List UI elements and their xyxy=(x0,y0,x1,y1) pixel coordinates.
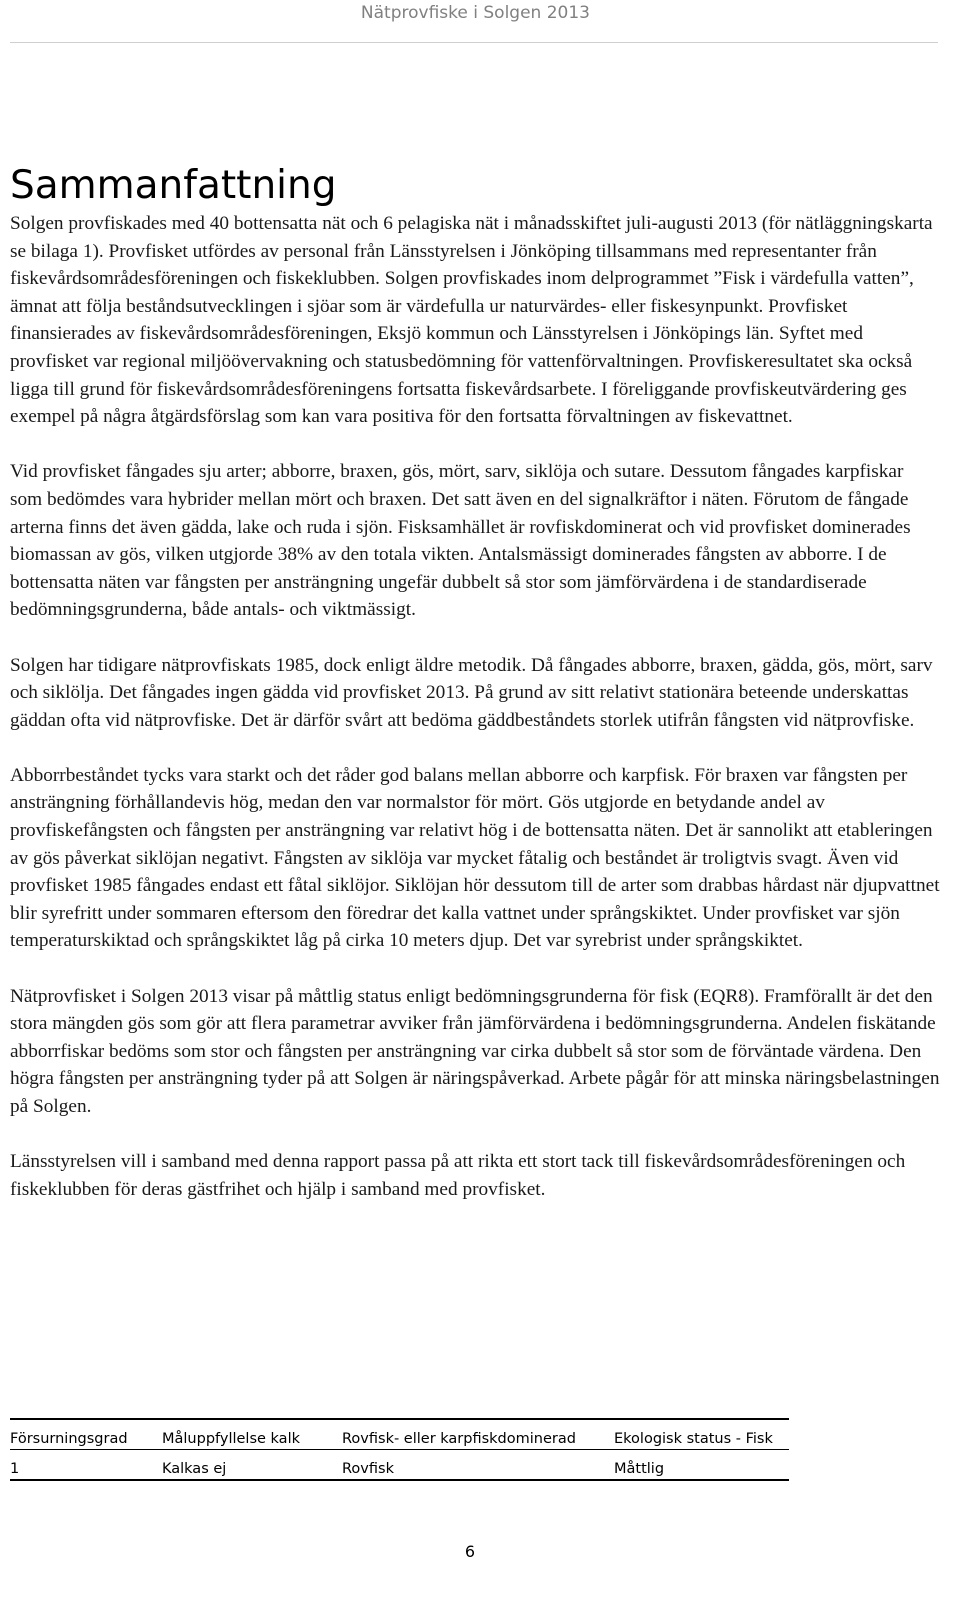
paragraph-species: Vid provfisket fångades sju arter; abborre, braxen, gös, mört, sarv, siklöja och sutare. Dessutom fångades karpfiskar som bedömdes vara hybrider mellan mört och braxen. Det satt även en del signalkräftor i näten. Förutom de fångade arterna finns det även gädda, lake och ruda i sjön. Fisksamhället är rovfiskdominerat och vid provfisket dominerades biomassan av gös, vilken utgjorde 38% av den totala vikten. Antalsmässigt dominerades fångsten av abborre. I de bottensatta näten var fångsten per ansträngning ungefär dubbelt så stor som jämförvärdena i de standardiserade bedömningsgrunderna, både antals- och viktmässigt. xyxy=(10,461,911,621)
cell-acidification: 1 xyxy=(10,1450,162,1481)
section-title: Sammanfattning xyxy=(10,163,337,208)
table-row xyxy=(10,1450,789,1481)
status-table xyxy=(10,1418,789,1481)
paragraph-history: Solgen har tidigare nätprovfiskats 1985, dock enligt äldre metodik. Då fångades abborre, braxen, gädda, gös, mört, sarv och siklölja. Det fångades ingen gädda vid provfisket 2013. På grund av sitt relativt stationära beteende underskattas gäddan ofta vid nätprovfiske. Det är därför svårt att bedöma gäddbeståndets storlek utifrån fångsten vid nätprovfiske. xyxy=(10,654,933,731)
header-cell-acidification: Försurningsgrad xyxy=(10,1419,162,1450)
header-cell-dominance: Rovfisk- eller karpfiskdominerad xyxy=(342,1419,614,1450)
cell-dominance: Rovfisk xyxy=(342,1450,614,1481)
paragraph-populations: Abborrbeståndet tycks vara starkt och det råder god balans mellan abborre och karpfisk. För braxen var fångsten per ansträngning förhållandevis hög, medan den var normalstor för mört. Gös utgjorde en betydande andel av provfiskefångsten och fångsten per ansträngning var relativt hög i de bottensatta näten. Det är sannolikt att etableringen av gös påverkat siklöjan negativt. Fångsten av siklöja var mycket fåtalig och beståndet är troligtvis svagt. Även vid provfisket 1985 fångades endast ett fåtal siklöjor. Siklöjan hör dessutom till de arter som drabbas hårdast när djupvattnet blir syrefritt under sommaren eftersom den föredrar det kalla vattnet under språngskiktet. Under provfisket var sjön temperaturskiktad och språngskiktet låg på cirka 10 meters djup. Det var syrebrist under språngskiktet. xyxy=(10,764,940,952)
header-cell-liming-goal: Måluppfyllelse kalk xyxy=(162,1419,342,1450)
cell-liming-goal: Kalkas ej xyxy=(162,1450,342,1481)
cell-ecological-status: Måttlig xyxy=(614,1450,789,1481)
summary-body xyxy=(10,210,940,1231)
header-divider xyxy=(10,42,938,43)
paragraph-acknowledgement: Länsstyrelsen vill i samband med denna rapport passa på att rikta ett stort tack till fiskevårdsområdesföreningen och fiskeklubben för deras gästfrihet och hjälp i samband med provfisket. xyxy=(10,1151,906,1200)
table-header-row xyxy=(10,1419,789,1450)
running-header: Nätprovfiske i Solgen 2013 xyxy=(360,3,590,23)
paragraph-status: Nätprovfisket i Solgen 2013 visar på måttlig status enligt bedömningsgrunderna för fisk (EQR8). Framförallt är det den stora mängden gös som gör att flera parametrar avviker från jämförvärdena i bedömningsgrunderna. Andelen fiskätande abborrfiskar bedöms som stor och fångsten per ansträngning var cirka dubbelt så stor som de förväntade värdena. Den högra fångsten per ansträngning tyder på att Solgen är näringspåverkad. Arbete pågår för att minska näringsbelastningen på Solgen. xyxy=(10,985,940,1117)
page-number: 6 xyxy=(464,1542,476,1561)
header-cell-ecological-status: Ekologisk status - Fisk xyxy=(614,1419,789,1450)
paragraph-intro: Solgen provfiskades med 40 bottensatta nät och 6 pelagiska nät i månadsskiftet juli-augusti 2013 (för nätläggningskarta se bilaga 1). Provfisket utfördes av personal från Länsstyrelsen i Jönköping tillsammans med representanter från fiskevårdsområdesföreningen och fiskeklubben. Solgen provfiskades inom delprogrammet ”Fisk i värdefulla vatten”, ämnat att följa beståndsutvecklingen i sjöar som är värdefulla ur naturvärdes- eller fiskesynpunkt. Provfisket finansierades av fiskevårdsområdesföreningen, Eksjö kommun och Länsstyrelsen i Jönköpings län. Syftet med provfisket var regional miljöövervakning och statusbedömning för vattenförvaltningen. Provfiskeresultatet ska också ligga till grund för fiskevårdsområdesföreningens fortsatta fiskevårdsarbete. I föreliggande provfiskeutvärdering ges exempel på några åtgärdsförslag som kan vara positiva för den fortsatta förvaltningen av fiskevattnet. xyxy=(10,213,933,428)
